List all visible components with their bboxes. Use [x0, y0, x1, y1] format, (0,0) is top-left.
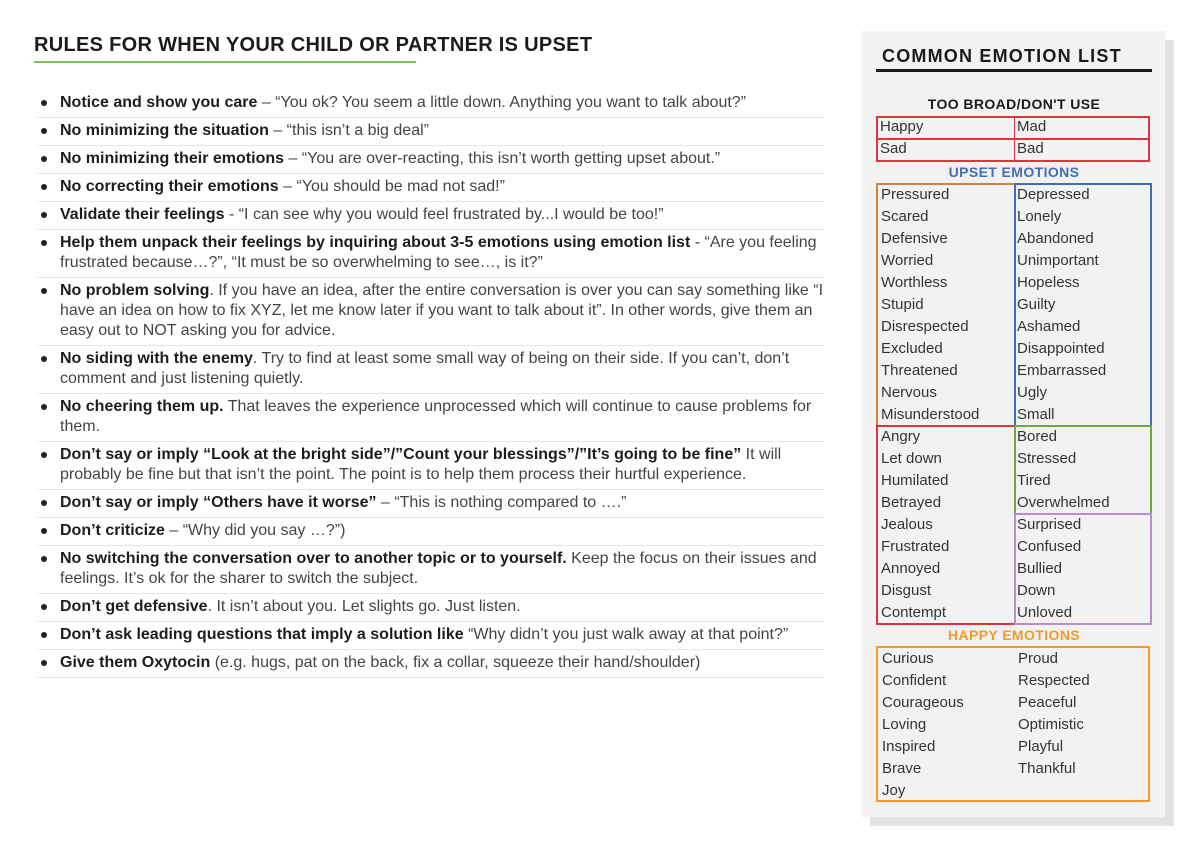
emotion-item: Worried	[881, 252, 934, 269]
upset-green-box	[1014, 425, 1152, 515]
emotion-item: Unimportant	[1017, 252, 1099, 269]
rule-item	[38, 118, 824, 146]
emotion-item: Abandoned	[1017, 230, 1094, 247]
emotion-item: Worthless	[881, 274, 948, 291]
emotion-item: Loving	[882, 716, 927, 733]
rule-item	[38, 394, 824, 442]
emotion-item: Bad	[1014, 138, 1044, 160]
happy-box	[876, 646, 1150, 802]
rule-heading: Don’t say or imply “Others have it worse”	[60, 494, 377, 511]
emotion-item: Peaceful	[1018, 694, 1077, 711]
too-broad-heading: TOO BROAD/DON'T USE	[927, 96, 1101, 112]
rule-text: Keep the focus on their issues and feelings. It’s ok for the sharer to switch the subject.	[60, 550, 817, 587]
emotion-item: Bored	[1017, 428, 1058, 445]
emotion-item: Frustrated	[881, 538, 950, 555]
emotion-item: Threatened	[881, 362, 958, 379]
emotion-item: Ashamed	[1017, 318, 1081, 335]
emotion-item: Joy	[882, 782, 906, 799]
upset-heading: UPSET EMOTIONS	[948, 164, 1080, 180]
emotion-item: Down	[1017, 582, 1056, 599]
rule-text: . It isn’t about you. Let slights go. Just listen.	[207, 598, 521, 615]
emotion-item: Courageous	[882, 694, 964, 711]
rule-item	[38, 346, 824, 394]
rule-heading: Don’t ask leading questions that imply a solution like	[60, 626, 464, 643]
emotion-item: Confident	[882, 672, 947, 689]
rule-item	[38, 90, 824, 118]
emotion-item: Jealous	[881, 516, 933, 533]
emotion-item: Confused	[1017, 538, 1082, 555]
upset-orange-box	[876, 183, 1016, 427]
emotion-item: Thankful	[1018, 760, 1076, 777]
rule-text: That leaves the experience unprocessed which will continue to cause problems for them.	[60, 398, 812, 435]
upset-blue-box	[1014, 183, 1152, 427]
emotion-item: Stupid	[881, 296, 924, 313]
rules-list	[38, 90, 824, 678]
emotion-item: Nervous	[881, 384, 937, 401]
emotion-item: Disgust	[881, 582, 932, 599]
upset-purple-box	[1014, 513, 1152, 625]
rule-heading: Help them unpack their feelings by inquiring about 3-5 emotions using emotion list	[60, 234, 691, 251]
rule-heading: Don’t criticize	[60, 522, 165, 539]
rule-item	[38, 278, 824, 346]
emotion-item: Proud	[1018, 650, 1059, 667]
emotion-item: Happy	[880, 118, 924, 135]
rule-item	[38, 546, 824, 594]
rule-item	[38, 594, 824, 622]
emotion-list-title: COMMON EMOTION LIST	[882, 46, 1122, 66]
rule-heading: No cheering them up.	[60, 398, 224, 415]
emotion-item: Optimistic	[1018, 716, 1084, 733]
emotion-item: Angry	[881, 428, 921, 445]
rule-text: – “This is nothing compared to ….”	[376, 494, 627, 511]
emotion-item: Annoyed	[881, 560, 941, 577]
emotion-item: Hopeless	[1017, 274, 1080, 291]
happy-heading: HAPPY EMOTIONS	[947, 627, 1081, 643]
rule-text: “Why didn’t you just walk away at that point?”	[463, 626, 789, 643]
emotion-item: Let down	[881, 450, 942, 467]
rule-text: – “this isn’t a big deal”	[268, 122, 429, 139]
rule-heading: No problem solving	[60, 282, 210, 299]
emotion-item: Respected	[1018, 672, 1090, 689]
emotion-item: Humilated	[881, 472, 949, 489]
emotion-item: Depressed	[1017, 186, 1090, 203]
emotion-item: Inspired	[882, 738, 936, 755]
rule-text: – “You should be mad not sad!”	[278, 178, 505, 195]
rule-heading: No minimizing the situation	[60, 122, 269, 139]
rule-text: - “Are you feeling frustrated because…?”, “It must be so overwhelming to see…, is it?”	[60, 234, 817, 271]
rule-item	[38, 230, 824, 278]
rule-heading: Don’t say or imply “Look at the bright side”/”Count your blessings”/”It’s going to be fine”	[60, 446, 742, 463]
rule-text: – “You are over-reacting, this isn’t worth getting upset about.”	[284, 150, 721, 167]
rule-item	[38, 442, 824, 490]
emotion-list-title-rule	[876, 69, 1152, 72]
row-divider	[878, 138, 1148, 140]
rule-heading: No siding with the enemy	[60, 350, 253, 367]
rule-text: (e.g. hugs, pat on the back, fix a collar, squeeze their hand/shoulder)	[210, 654, 701, 671]
emotion-item: Ugly	[1017, 384, 1048, 401]
rule-text: - “I can see why you would feel frustrated by...I would be too!”	[224, 206, 664, 223]
upset-red-box	[876, 425, 1016, 625]
emotion-item: Sad	[880, 140, 907, 157]
rule-item	[38, 202, 824, 230]
rule-item	[38, 146, 824, 174]
emotion-item: Unloved	[1017, 604, 1073, 621]
rule-item	[38, 622, 824, 650]
emotion-item: Betrayed	[881, 494, 942, 511]
rule-heading: Validate their feelings	[60, 206, 225, 223]
too-broad-box	[876, 116, 1150, 162]
rule-heading: Give them Oxytocin	[60, 654, 211, 671]
rule-text: . If you have an idea, after the entire conversation is over you can say something like “I have an idea on how to fix XYZ, let me know later if you want to talk about it”. In other words, give them an easy out to NOT asking you for advice.	[60, 282, 824, 339]
emotion-item: Playful	[1018, 738, 1064, 755]
emotion-item: Mad	[1014, 116, 1046, 138]
rule-text: . Try to find at least some small way of being on their side. If you can’t, don’t comment and just listening quietly.	[60, 350, 790, 387]
rule-heading: Notice and show you care	[60, 94, 258, 111]
emotion-item: Contempt	[881, 604, 947, 621]
rule-text: – “You ok? You seem a little down. Anything you want to talk about?”	[257, 94, 747, 111]
emotion-item: Stressed	[1017, 450, 1077, 467]
emotion-item: Misunderstood	[881, 406, 980, 423]
emotion-item: Disappointed	[1017, 340, 1105, 357]
rule-text: – “Why did you say …?”)	[164, 522, 346, 539]
emotion-item: Surprised	[1017, 516, 1082, 533]
rule-item	[38, 490, 824, 518]
emotion-item: Pressured	[881, 186, 950, 203]
emotion-item: Bullied	[1017, 560, 1063, 577]
emotion-item: Guilty	[1017, 296, 1056, 313]
emotion-item: Disrespected	[881, 318, 969, 335]
page-title: RULES FOR WHEN YOUR CHILD OR PARTNER IS UPSET	[34, 34, 593, 56]
rule-heading: No minimizing their emotions	[60, 150, 285, 167]
emotion-item: Tired	[1017, 472, 1051, 489]
rule-text: It will probably be fine but that isn’t the point. The point is to help them process their hurtful experience.	[60, 446, 782, 483]
emotion-item: Lonely	[1017, 208, 1062, 225]
emotion-item: Embarrassed	[1017, 362, 1107, 379]
emotion-item: Small	[1017, 406, 1055, 423]
emotion-item: Defensive	[881, 230, 948, 247]
rule-heading: No correcting their emotions	[60, 178, 279, 195]
emotion-item: Scared	[881, 208, 929, 225]
rule-item	[38, 518, 824, 546]
emotion-item: Overwhelmed	[1017, 494, 1110, 511]
emotion-item: Curious	[882, 650, 934, 667]
emotion-item: Brave	[882, 760, 922, 777]
emotion-item: Excluded	[881, 340, 943, 357]
rule-heading: No switching the conversation over to another topic or to yourself.	[60, 550, 567, 567]
rule-item	[38, 174, 824, 202]
rule-item	[38, 650, 824, 678]
title-underline	[34, 61, 416, 63]
rule-heading: Don’t get defensive	[60, 598, 208, 615]
